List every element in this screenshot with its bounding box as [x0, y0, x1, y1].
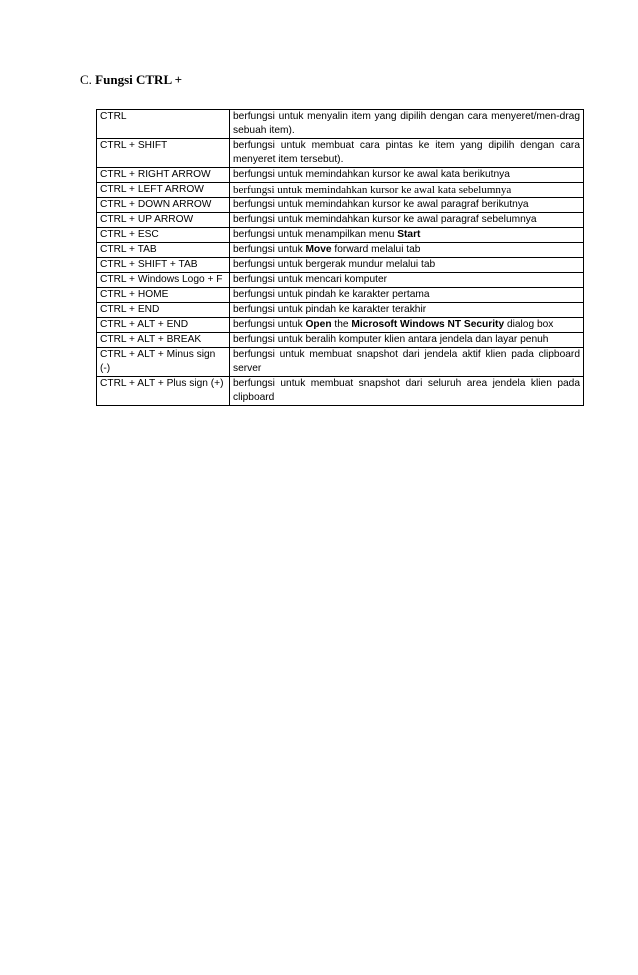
description-text: berfungsi untuk menyalin item yang dipilih dengan cara menyeret/men-drag sebuah item).	[233, 111, 580, 136]
description-emphasis: Microsoft Windows NT Security	[351, 319, 505, 330]
shortcut-key-cell: CTRL + Windows Logo + F	[97, 273, 230, 288]
description-emphasis: Start	[397, 229, 421, 240]
description-text: berfungsi untuk memindahkan kursor ke awal paragraf berikutnya	[233, 199, 529, 210]
description-text: berfungsi untuk	[233, 244, 306, 255]
description-text: berfungsi untuk membuat cara pintas ke item yang dipilih dengan cara menyeret item tersebut).	[233, 140, 580, 165]
shortcut-description-cell	[230, 333, 584, 348]
shortcut-description-cell	[230, 288, 584, 303]
shortcut-description-cell	[230, 228, 584, 243]
description-text: berfungsi untuk membuat snapshot dari jendela aktif klien pada clipboard server	[233, 349, 580, 374]
shortcut-key-cell: CTRL + LEFT ARROW	[97, 183, 230, 198]
shortcut-key-cell: CTRL + ALT + Minus sign (-)	[97, 348, 230, 377]
shortcut-description-cell	[230, 183, 584, 198]
shortcut-key-cell: CTRL + ALT + Plus sign (+)	[97, 377, 230, 406]
table-row	[97, 183, 584, 198]
table-row	[97, 273, 584, 288]
description-text: berfungsi untuk bergerak mundur melalui tab	[233, 259, 436, 270]
table-row	[97, 258, 584, 273]
shortcut-description-cell	[230, 303, 584, 318]
table-row	[97, 198, 584, 213]
shortcut-key-cell: CTRL + TAB	[97, 243, 230, 258]
shortcut-description-cell	[230, 348, 584, 377]
table-row	[97, 288, 584, 303]
shortcut-description-cell	[230, 213, 584, 228]
shortcut-description-cell	[230, 168, 584, 183]
description-text: berfungsi untuk membuat snapshot dari seluruh area jendela klien pada clipboard	[233, 378, 580, 403]
section-title: Fungsi CTRL +	[95, 72, 183, 87]
shortcut-description-cell	[230, 243, 584, 258]
description-text: berfungsi untuk menampilkan menu	[233, 229, 398, 240]
table-row	[97, 318, 584, 333]
shortcut-key-cell: CTRL + END	[97, 303, 230, 318]
table-row	[97, 243, 584, 258]
table-row	[97, 228, 584, 243]
description-text: berfungsi untuk	[233, 319, 306, 330]
table-row	[97, 110, 584, 139]
shortcut-key-cell: CTRL + DOWN ARROW	[97, 198, 230, 213]
description-text: berfungsi untuk memindahkan kursor ke awal kata berikutnya	[233, 169, 510, 180]
description-text: forward melalui tab	[331, 244, 421, 255]
shortcut-description-cell	[230, 198, 584, 213]
description-text: berfungsi untuk memindahkan kursor ke awal paragraf sebelumnya	[233, 214, 537, 225]
table-row	[97, 348, 584, 377]
description-text: berfungsi untuk pindah ke karakter terakhir	[233, 304, 427, 315]
shortcut-key-cell: CTRL + SHIFT + TAB	[97, 258, 230, 273]
shortcut-key-cell: CTRL	[97, 110, 230, 139]
shortcut-key-cell: CTRL + RIGHT ARROW	[97, 168, 230, 183]
shortcut-key-cell: CTRL + ALT + END	[97, 318, 230, 333]
table-row	[97, 377, 584, 406]
description-emphasis: Move	[305, 244, 332, 255]
table-row	[97, 333, 584, 348]
shortcut-key-cell: CTRL + SHIFT	[97, 139, 230, 168]
shortcut-key-cell: CTRL + ESC	[97, 228, 230, 243]
shortcut-description-cell	[230, 110, 584, 139]
shortcut-key-cell: CTRL + ALT + BREAK	[97, 333, 230, 348]
description-text: berfungsi untuk mencari komputer	[233, 274, 388, 285]
shortcut-key-cell: CTRL + UP ARROW	[97, 213, 230, 228]
shortcut-description-cell	[230, 139, 584, 168]
shortcut-description-cell	[230, 318, 584, 333]
description-text: berfungsi untuk pindah ke karakter pertama	[233, 289, 430, 300]
shortcut-description-cell	[230, 273, 584, 288]
section-letter: C.	[80, 72, 92, 87]
shortcut-key-cell: CTRL + HOME	[97, 288, 230, 303]
shortcut-description-cell	[230, 377, 584, 406]
description-emphasis: Open	[305, 319, 332, 330]
table-row	[97, 168, 584, 183]
section-heading	[80, 72, 182, 88]
table-row	[97, 213, 584, 228]
shortcut-description-cell	[230, 258, 584, 273]
table-row	[97, 303, 584, 318]
description-text: berfungsi untuk memindahkan kursor ke awal kata sebelumnya	[233, 184, 512, 196]
description-text: berfungsi untuk beralih komputer klien antara jendela dan layar penuh	[233, 334, 549, 345]
shortcut-table	[96, 109, 584, 406]
description-text: the	[331, 319, 352, 330]
description-text: dialog box	[504, 319, 554, 330]
shortcut-table-body	[97, 110, 584, 406]
table-row	[97, 139, 584, 168]
